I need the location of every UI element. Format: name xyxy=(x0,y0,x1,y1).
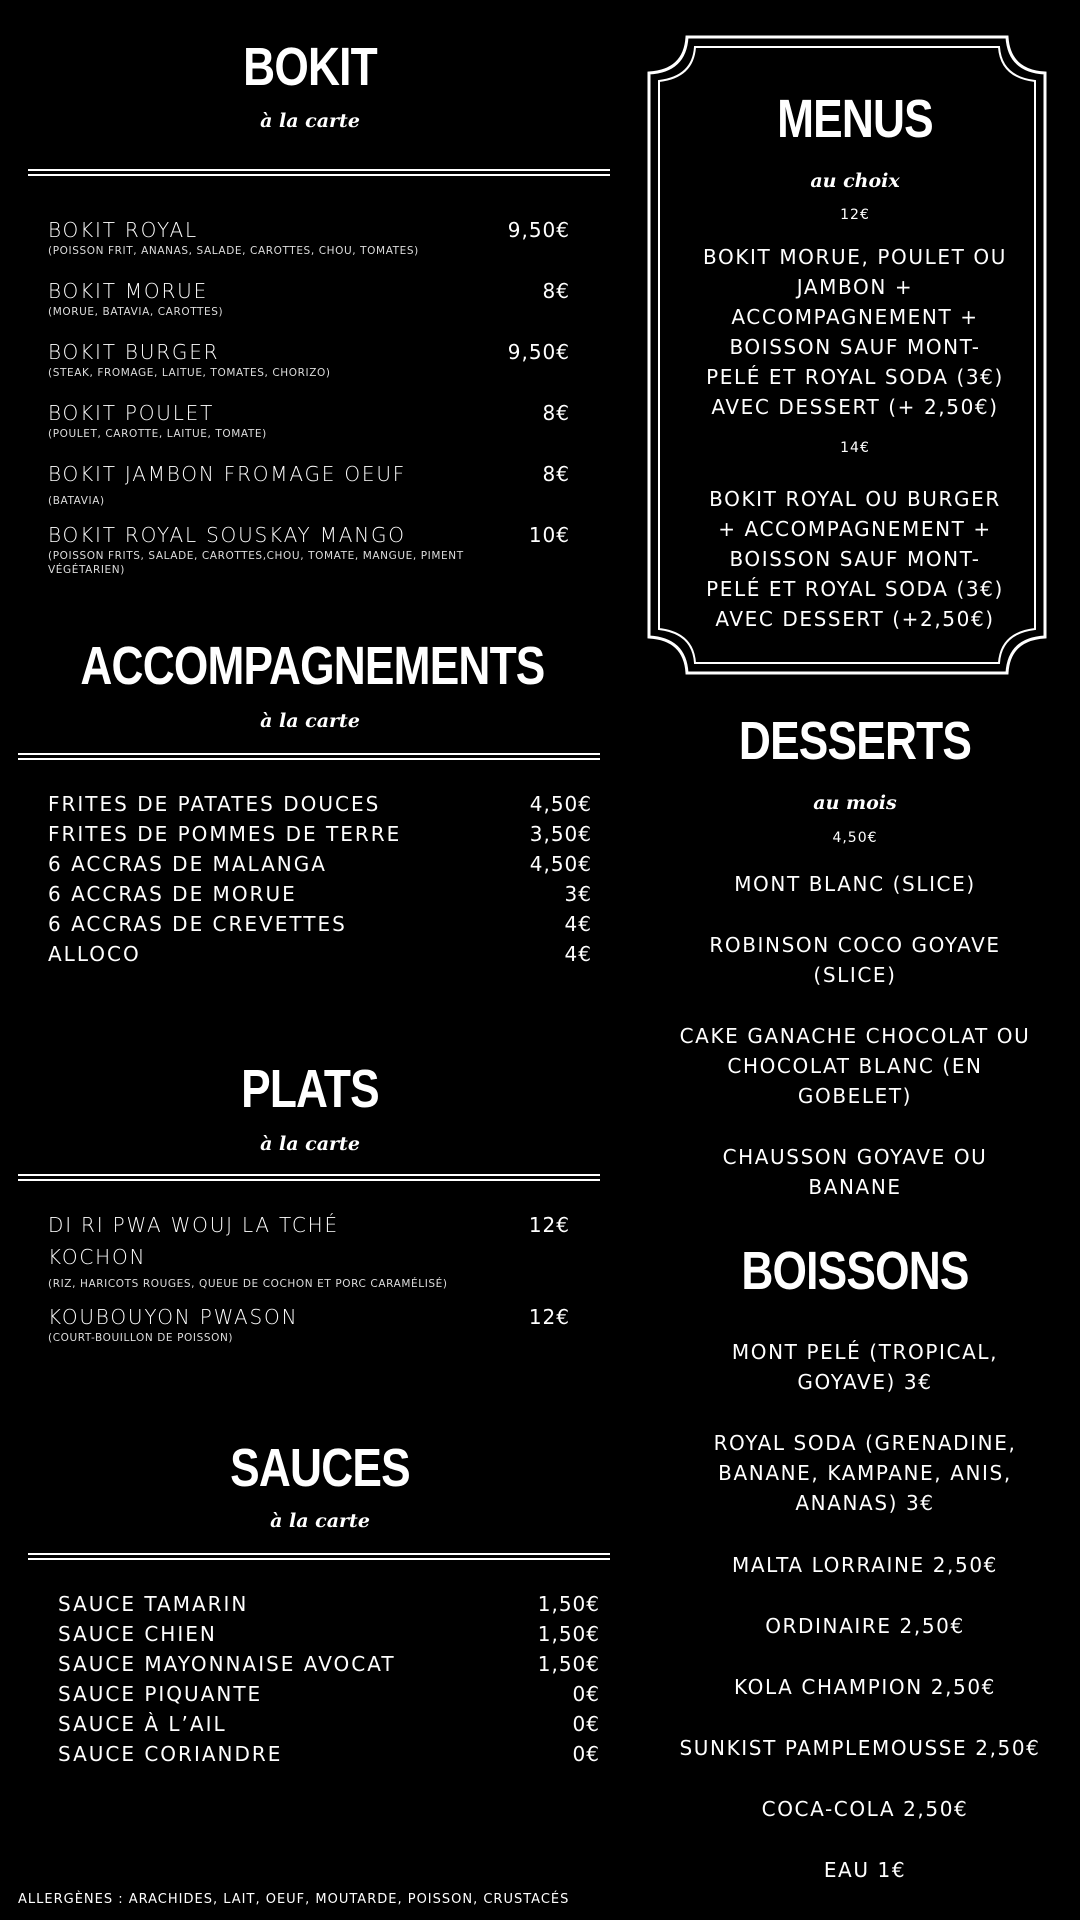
item-name: KOUBOUYON PWASON xyxy=(48,1305,299,1329)
item-price: 0€ xyxy=(572,1742,600,1766)
plats-divider xyxy=(18,1174,600,1181)
list-item xyxy=(58,1682,600,1706)
item-desc: (MORUE, BATAVIA, CAROTTES) xyxy=(48,306,224,318)
drink-line: EAU 1€ xyxy=(823,1858,907,1882)
bokit-subtitle: à la carte xyxy=(260,110,360,132)
item-desc: (RIZ, HARICOTS ROUGES, QUEUE DE COCHON ET PORC CARAMÉLISÉ) xyxy=(48,1278,448,1290)
offer-line: BOKIT MORUE, POULET OU xyxy=(703,245,1007,269)
drink-item xyxy=(650,1611,1080,1641)
accompagnements-title: ACCOMPAGNEMENTS xyxy=(80,636,545,696)
menu-item xyxy=(48,523,600,577)
drink-item xyxy=(650,1550,1080,1580)
list-item xyxy=(48,912,592,936)
item-name: BOKIT ROYAL SOUSKAY MANGO xyxy=(48,523,406,547)
drink-line: ROYAL SODA (GRENADINE, xyxy=(713,1431,1017,1455)
item-name: BOKIT POULET xyxy=(48,401,215,425)
dessert-item xyxy=(640,869,1070,899)
bokit-divider xyxy=(28,169,610,176)
menu-item xyxy=(48,401,600,441)
drink-line: KOLA CHAMPION 2,50€ xyxy=(733,1675,997,1699)
menu-offer xyxy=(660,242,1050,422)
item-price: 0€ xyxy=(572,1682,600,1706)
menu-item xyxy=(48,462,600,508)
item-price: 0€ xyxy=(572,1712,600,1736)
item-price: 3€ xyxy=(564,882,592,906)
offer-line: PELÉ ET ROYAL SODA (3€) xyxy=(706,365,1004,389)
dessert-item xyxy=(640,1142,1070,1202)
drink-item xyxy=(640,1733,1080,1763)
menu-item xyxy=(48,218,600,258)
item-name: SAUCE À L’AIL xyxy=(58,1712,227,1736)
item-price: 4,50€ xyxy=(529,792,592,816)
offer-line: AVEC DESSERT (+2,50€) xyxy=(715,607,995,631)
sauces-title: SAUCES xyxy=(230,1438,410,1498)
item-name: 6 ACCRAS DE CREVETTES xyxy=(48,912,347,936)
drink-line: BANANE, KAMPANE, ANIS, xyxy=(718,1461,1012,1485)
drink-line: MALTA LORRAINE 2,50€ xyxy=(732,1553,998,1577)
item-price: 8€ xyxy=(542,401,570,425)
item-name: SAUCE CORIANDRE xyxy=(58,1742,283,1766)
drink-line: GOYAVE) 3€ xyxy=(797,1370,933,1394)
item-desc: (STEAK, FROMAGE, LAITUE, TOMATES, CHORIZO) xyxy=(48,367,331,379)
right-column xyxy=(630,0,1080,1920)
list-item xyxy=(58,1712,600,1736)
menus-subtitle: au choix xyxy=(810,170,900,192)
menu-price: 14€ xyxy=(840,440,870,456)
item-name: 6 ACCRAS DE MORUE xyxy=(48,882,297,906)
desserts-price: 4,50€ xyxy=(832,830,878,846)
drink-item xyxy=(650,1855,1080,1885)
dessert-item xyxy=(630,1021,1080,1111)
item-price: 9,50€ xyxy=(507,218,570,242)
menu-item xyxy=(48,1305,600,1345)
menu-price: 12€ xyxy=(840,207,870,223)
item-price: 12€ xyxy=(528,1305,570,1329)
dessert-line: CHOCOLAT BLANC (EN xyxy=(727,1054,983,1078)
dessert-line: GOBELET) xyxy=(797,1084,913,1108)
list-item xyxy=(58,1652,600,1676)
dessert-line: MONT BLANC (SLICE) xyxy=(734,872,976,896)
list-item xyxy=(58,1622,600,1646)
sauces-divider xyxy=(28,1553,610,1560)
desserts-title: DESSERTS xyxy=(738,711,972,771)
offer-line: BOISSON SAUF MONT- xyxy=(729,547,981,571)
menu-item xyxy=(48,1213,600,1291)
drink-line: ANANAS) 3€ xyxy=(795,1491,935,1515)
item-name: FRITES DE PATATES DOUCES xyxy=(48,792,381,816)
drink-item xyxy=(650,1672,1080,1702)
item-name: SAUCE PIQUANTE xyxy=(58,1682,263,1706)
list-item xyxy=(48,792,592,816)
list-item xyxy=(48,882,592,906)
drink-item xyxy=(650,1428,1080,1518)
sauces-subtitle: à la carte xyxy=(270,1510,370,1532)
list-item xyxy=(58,1592,600,1616)
allergens-note: ALLERGÈNES : ARACHIDES, LAIT, OEUF, MOUTARDE, POISSON, CRUSTACÉS xyxy=(18,1892,570,1907)
list-item xyxy=(48,852,592,876)
bokit-title: BOKIT xyxy=(243,37,377,97)
dessert-line: CAKE GANACHE CHOCOLAT OU xyxy=(679,1024,1031,1048)
item-desc: (COURT-BOUILLON DE POISSON) xyxy=(48,1332,234,1344)
offer-line: + ACCOMPAGNEMENT + xyxy=(718,517,992,541)
offer-line: AVEC DESSERT (+ 2,50€) xyxy=(711,395,999,419)
item-name: 6 ACCRAS DE MALANGA xyxy=(48,852,327,876)
item-name: ALLOCO xyxy=(48,942,141,966)
menus-title: MENUS xyxy=(777,89,933,149)
item-price: 12€ xyxy=(528,1213,570,1237)
drink-line: ORDINAIRE 2,50€ xyxy=(765,1614,965,1638)
dessert-line: (SLICE) xyxy=(813,963,897,987)
plats-subtitle: à la carte xyxy=(260,1133,360,1155)
list-item xyxy=(48,942,592,966)
item-price: 8€ xyxy=(542,462,570,486)
item-name: DI RI PWA WOUJ LA TCHÉ xyxy=(48,1213,339,1237)
item-name-line2: KOCHON xyxy=(48,1245,147,1269)
item-price: 1,50€ xyxy=(537,1592,600,1616)
drink-item xyxy=(650,1337,1080,1397)
item-name: FRITES DE POMMES DE TERRE xyxy=(48,822,402,846)
dessert-item xyxy=(640,930,1070,990)
offer-line: ACCOMPAGNEMENT + xyxy=(731,305,979,329)
drink-line: MONT PELÉ (TROPICAL, xyxy=(731,1340,999,1364)
item-price: 9,50€ xyxy=(507,340,570,364)
item-price: 1,50€ xyxy=(537,1622,600,1646)
offer-line: BOKIT ROYAL OU BURGER xyxy=(709,487,1001,511)
item-price: 4€ xyxy=(564,942,592,966)
accompagnements-subtitle: à la carte xyxy=(260,710,360,732)
list-item xyxy=(58,1742,600,1766)
drink-line: COCA-COLA 2,50€ xyxy=(761,1797,969,1821)
dessert-line: ROBINSON COCO GOYAVE xyxy=(709,933,1001,957)
item-desc: (POULET, CAROTTE, LAITUE, TOMATE) xyxy=(48,428,267,440)
plats-title: PLATS xyxy=(241,1059,379,1119)
offer-line: PELÉ ET ROYAL SODA (3€) xyxy=(706,577,1004,601)
offer-line: BOISSON SAUF MONT- xyxy=(729,335,981,359)
dessert-line: BANANE xyxy=(808,1175,902,1199)
desserts-subtitle: au mois xyxy=(813,792,897,814)
menu-item xyxy=(48,279,600,319)
item-name: BOKIT BURGER xyxy=(48,340,220,364)
offer-line: JAMBON + xyxy=(796,275,914,299)
drink-line: SUNKIST PAMPLEMOUSSE 2,50€ xyxy=(679,1736,1041,1760)
item-name: SAUCE CHIEN xyxy=(58,1622,217,1646)
item-desc: (BATAVIA) xyxy=(48,495,105,507)
item-price: 10€ xyxy=(528,523,570,547)
item-price: 4€ xyxy=(564,912,592,936)
item-name: SAUCE MAYONNAISE AVOCAT xyxy=(58,1652,396,1676)
item-name: BOKIT JAMBON FROMAGE OEUF xyxy=(48,462,407,486)
list-item xyxy=(48,822,592,846)
dessert-line: CHAUSSON GOYAVE OU xyxy=(722,1145,988,1169)
accompagnements-divider xyxy=(18,753,600,760)
item-price: 3,50€ xyxy=(529,822,592,846)
item-desc: (POISSON FRIT, ANANAS, SALADE, CAROTTES, CHOU, TOMATES) xyxy=(48,245,419,257)
item-price: 1,50€ xyxy=(537,1652,600,1676)
menu-item xyxy=(48,340,600,380)
item-name: BOKIT ROYAL xyxy=(48,218,198,242)
drink-item xyxy=(650,1794,1080,1824)
menu-offer xyxy=(660,484,1050,634)
item-price: 4,50€ xyxy=(529,852,592,876)
item-name: BOKIT MORUE xyxy=(48,279,209,303)
item-desc: (POISSON FRITS, SALADE, CAROTTES,CHOU, TOMATE, MANGUE, PIMENT VÉGÉTARIEN) xyxy=(48,550,464,576)
item-name: SAUCE TAMARIN xyxy=(58,1592,249,1616)
boissons-title: BOISSONS xyxy=(741,1241,969,1301)
item-price: 8€ xyxy=(542,279,570,303)
